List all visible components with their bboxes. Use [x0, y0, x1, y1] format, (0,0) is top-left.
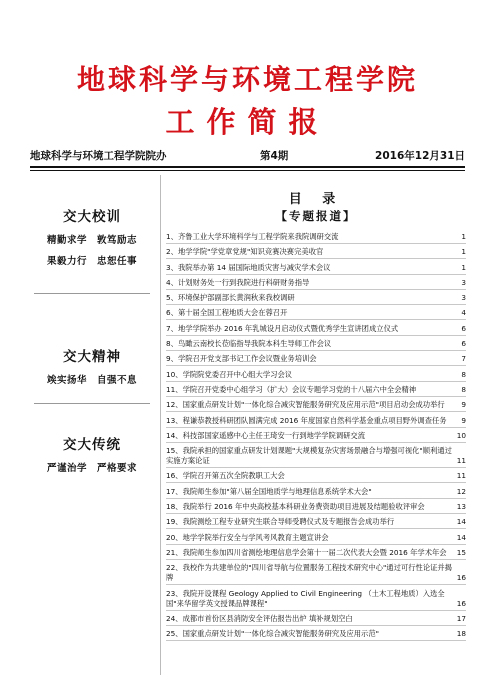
toc-item-title: 6、第十届全国工程地质大会在蓉召开: [166, 308, 288, 318]
masthead-subtitle: 工作简报: [165, 105, 330, 139]
toc-item-page: 1: [461, 232, 466, 241]
toc-item-page: 3: [461, 293, 466, 303]
toc-item[interactable]: [166, 431, 466, 443]
toc-item-page: 8: [461, 384, 466, 394]
toc-item[interactable]: [166, 487, 466, 499]
toc-item[interactable]: [166, 293, 466, 305]
toc-item[interactable]: [166, 308, 466, 320]
toc-item-title: 21、我院师生参加四川省测绘地理信息学会第十一届二次代表大会暨 2016 年学术年会: [166, 547, 447, 557]
table-of-contents: [166, 188, 466, 644]
header-rule-thick: [30, 166, 465, 168]
toc-item-page: 3: [461, 277, 466, 287]
toc-item[interactable]: [166, 614, 466, 626]
toc-section-label: 【专题报道】: [275, 209, 357, 223]
masthead-title: 地球科学与环境工程学院: [76, 63, 418, 96]
toc-item-title: 9、学院召开党支部书记工作会议暨业务培训会: [166, 354, 317, 364]
toc-item-page: 18: [456, 629, 466, 639]
sidebar-block-line: 精勤求学 敦笃励志: [46, 235, 137, 246]
header-rule-thin: [30, 170, 465, 171]
header-org: 地球科学与环境工程学院院办: [30, 150, 167, 162]
header-issue: 第4期: [260, 150, 289, 162]
toc-item[interactable]: [166, 502, 466, 514]
toc-item-title: 7、地学学院举办 2016 年乳城设月启动仪式暨优秀学生宣讲团成立仪式: [166, 323, 399, 333]
toc-item[interactable]: [166, 370, 466, 382]
toc-item-title: 22、我校作为共建单位的"四川省导航与位置服务工程技术研究中心"通过可行性论证并揭牌: [166, 563, 452, 583]
toc-item-title: 24、成都市首份区县消防安全评估报告出炉 填补规划空白: [166, 613, 353, 623]
toc-item-page: 13: [456, 502, 466, 512]
sidebar-block-spirit: [30, 345, 154, 386]
toc-item[interactable]: [166, 324, 466, 336]
sidebar-block-line: 果毅力行 忠恕任事: [46, 256, 137, 267]
toc-item[interactable]: [166, 446, 466, 468]
toc-item-page: 1: [461, 262, 466, 272]
toc-item-page: 6: [461, 339, 466, 349]
toc-item-page: 17: [456, 613, 466, 623]
toc-item-title: 16、学院召开第五次全院教职工大会: [166, 471, 285, 481]
toc-item-title: 11、学院召开党委中心组学习（扩大）会议专题学习党的十八届六中全会精神: [166, 384, 417, 394]
toc-item-title: 13、程谦恭教授科研团队圆满完成 2016 年度国家自然科学基金重点项目野外调查任务: [166, 415, 447, 425]
toc-item-page: 14: [456, 517, 466, 527]
sidebar-block-line: 严谨治学 严格要求: [46, 463, 137, 474]
toc-item[interactable]: [166, 339, 466, 351]
toc-item[interactable]: [166, 263, 466, 275]
toc-item[interactable]: [166, 232, 466, 244]
toc-item-page: 1: [461, 247, 466, 257]
toc-item-page: 15: [456, 547, 466, 557]
toc-item-page: 8: [461, 369, 466, 379]
toc-item[interactable]: [166, 278, 466, 290]
toc-item[interactable]: [166, 563, 466, 585]
toc-item-page: 4: [461, 308, 466, 318]
toc-item-title: 8、鸟瞰云南校长莅临指导我院本科生导师工作会议: [166, 339, 332, 349]
toc-item[interactable]: [166, 629, 466, 641]
sidebar-block-title: 交大传统: [63, 437, 121, 453]
toc-item-title: 14、科技部国家遥感中心主任王琦安一行到地学学院调研交流: [166, 430, 366, 440]
toc-item[interactable]: [166, 533, 466, 545]
toc-list: [166, 232, 466, 641]
toc-item-page: 12: [456, 486, 466, 496]
toc-item[interactable]: [166, 548, 466, 560]
toc-item-title: 19、我院测绘工程专业研究生联合导师受聘仪式及专题报告会成功举行: [166, 517, 395, 527]
toc-item-page: 16: [456, 573, 466, 583]
sidebar-block-tradition: [30, 433, 154, 474]
toc-item-title: 23、我院开设课程 Geology Applied to Civil Engineering （土木工程地质）入选全国"来华留学英文授课品牌课程": [166, 588, 445, 608]
toc-item-page: 7: [461, 354, 466, 364]
toc-item-title: 10、学院院党委召开中心组大学习会议: [166, 369, 293, 379]
toc-item-title: 12、国家重点研发计划"一体化综合减灾智能服务研究及应用示范"项目启动会成功举行: [166, 400, 445, 410]
toc-item-title: 1、齐鲁工业大学环境科学与工程学院来我院调研交流: [166, 232, 339, 241]
toc-item-title: 5、环境保护部副部长黄润秋来我校调研: [166, 293, 295, 303]
column-divider: [160, 175, 161, 675]
sidebar-block-motto: [30, 205, 154, 267]
header-date: 2016年12月31日: [375, 150, 465, 162]
toc-item[interactable]: [166, 471, 466, 483]
toc-item-page: 11: [456, 471, 466, 481]
toc-item[interactable]: [166, 416, 466, 428]
toc-item-page: 9: [461, 415, 466, 425]
sidebar-divider: [34, 293, 150, 294]
toc-item-title: 15、我院承担的国家重点研发计划课题"大规模复杂灾害场景融合与增强可视化"顺利通过实施方案论证: [166, 446, 452, 466]
sidebar: [30, 185, 154, 670]
sidebar-divider: [34, 403, 150, 404]
toc-item[interactable]: [166, 517, 466, 529]
toc-item-title: 4、计划财务处一行到我院进行科研财务指导: [166, 277, 310, 287]
toc-item-title: 17、我院师生参加"第八届全国地质学与地理信息系统学术大会": [166, 486, 372, 496]
header-row: [30, 148, 465, 164]
toc-heading: 目 录: [288, 192, 344, 207]
toc-item-page: 9: [461, 400, 466, 410]
toc-item-page: 10: [456, 430, 466, 440]
sidebar-block-line: 竢实扬华 自强不息: [46, 375, 137, 386]
toc-item-title: 20、地学学院举行安全与学风考风教育主题宣讲会: [166, 532, 329, 542]
toc-item-page: 14: [456, 532, 466, 542]
toc-item-title: 3、我院举办第 14 届国际地质灾害与减灾学术会议: [166, 262, 331, 272]
toc-item-page: 11: [456, 456, 466, 466]
toc-item[interactable]: [166, 247, 466, 259]
toc-item[interactable]: [166, 589, 466, 611]
toc-item-title: 18、我院举行 2016 年中央高校基本科研业务费资助项目进展及结题验收评审会: [166, 502, 425, 512]
toc-item[interactable]: [166, 385, 466, 397]
sidebar-block-title: 交大精神: [63, 349, 121, 365]
sidebar-block-title: 交大校训: [63, 209, 121, 225]
toc-item-title: 25、国家重点研发计划"一体化综合减灾智能服务研究及应用示范": [166, 629, 380, 639]
toc-item[interactable]: [166, 354, 466, 366]
toc-item-page: 16: [456, 598, 466, 608]
toc-item-title: 2、地学学院"学党章党规"知识竞赛决赛完美收官: [166, 247, 324, 257]
toc-item-page: 6: [461, 323, 466, 333]
toc-item[interactable]: [166, 400, 466, 412]
